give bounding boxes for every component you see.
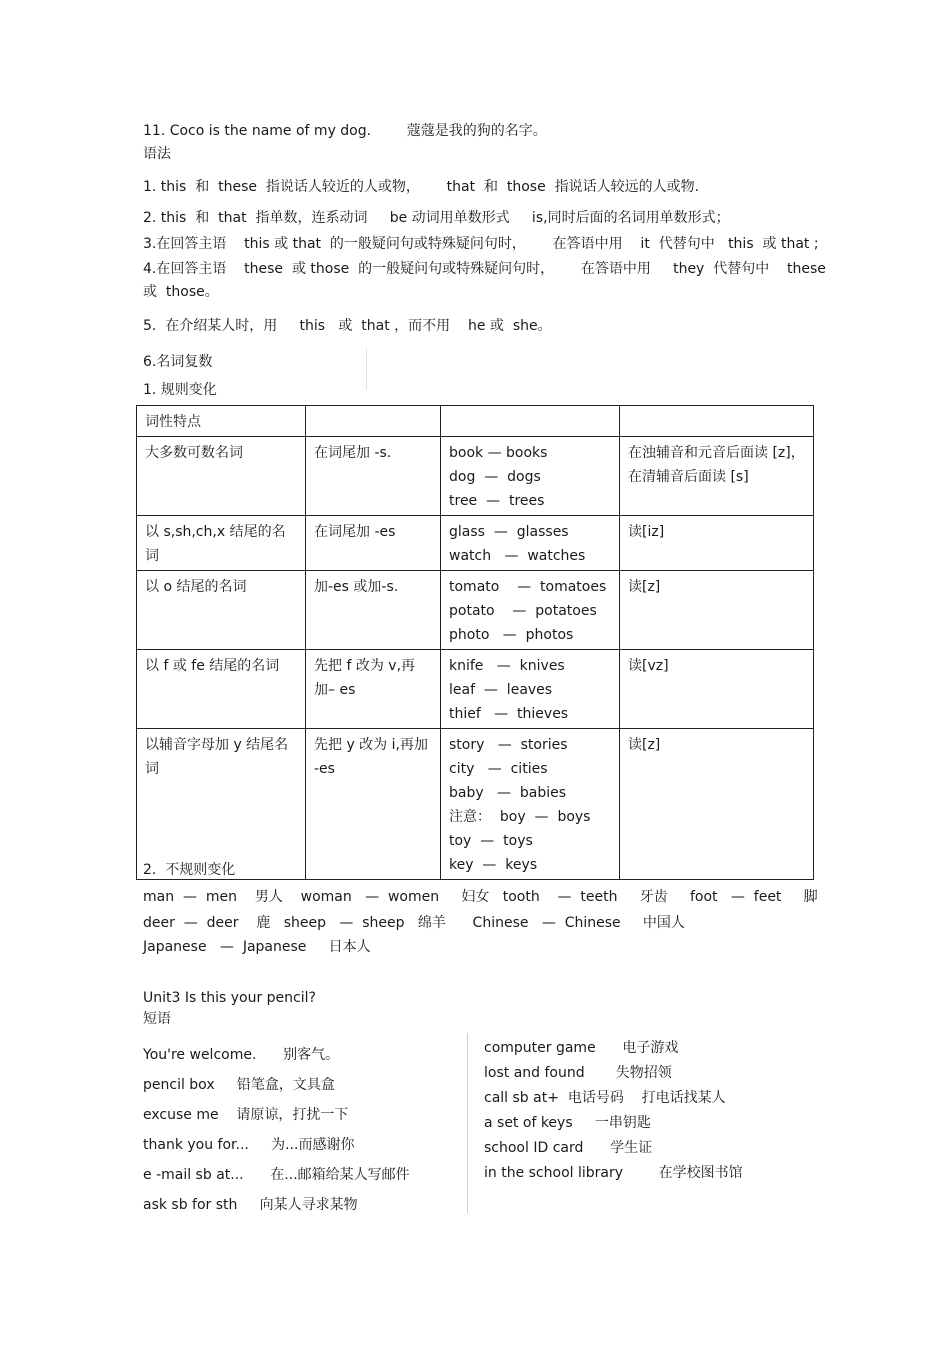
phrase-item: ask sb for sth 向某人寻求某物 <box>143 1197 358 1213</box>
rule-cell: 先把 y 改为 i,再加 -es <box>306 729 441 880</box>
example: glass — glasses <box>449 524 569 540</box>
example: story — stories <box>449 737 568 753</box>
rule-cell: 在词尾加 -s. <box>306 437 441 516</box>
section-title-plural: 6.名词复数 <box>143 354 213 370</box>
examples-cell <box>441 437 620 516</box>
table-header-cell <box>306 406 441 437</box>
unit-title: Unit3 Is this your pencil? <box>143 990 316 1006</box>
phrase-item: computer game 电子游戏 <box>484 1040 679 1056</box>
pronunciation-cell: 读[z] <box>620 729 814 880</box>
example: baby — babies <box>449 785 567 801</box>
phrase-item: lost and found 失物招领 <box>484 1065 672 1081</box>
plural-rules-table <box>136 405 814 880</box>
irregular-line-1: man — men 男人 woman — women 妇女 tooth — teeth 牙齿 foot — feet 脚 <box>143 889 818 905</box>
pronunciation-cell: 在浊辅音和元音后面读 [z]， 在清辅音后面读 [s] <box>620 437 814 516</box>
irregular-line-3: Japanese — Japanese 日本人 <box>143 939 371 955</box>
grammar-point-3: 3.在回答主语 this 或 that 的一般疑问句或特殊疑问句时， 在答语中用 it 代替句中 this 或 that ; <box>143 236 819 252</box>
example: leaf — leaves <box>449 682 553 698</box>
examples-cell <box>441 729 620 880</box>
example: knife — knives <box>449 658 565 674</box>
example: watch — watches <box>449 548 586 564</box>
rule-cell: 加-es 或加-s. <box>306 571 441 650</box>
phrase-item: pencil box 铅笔盒，文具盒 <box>143 1077 335 1093</box>
phrase-item: thank you for... 为...而感谢你 <box>143 1137 355 1153</box>
examples-cell <box>441 571 620 650</box>
section-title-phrases: 短语 <box>143 1011 171 1027</box>
phrase-item: e -mail sb at... 在...邮箱给某人写邮件 <box>143 1167 410 1183</box>
rule-cell: 先把 f 改为 v,再加– es <box>306 650 441 729</box>
feature-cell: 以 f 或 fe 结尾的名词 <box>137 650 306 729</box>
grammar-point-5: 5. 在介绍某人时，用 this 或 that ，而不用 he 或 she。 <box>143 318 552 334</box>
grammar-point-1: 1. this 和 these 指说话人较近的人或物， that 和 those 指说话人较远的人或物. <box>143 179 700 195</box>
feature-cell: 以 o 结尾的名词 <box>137 571 306 650</box>
example-sentence: 11. Coco is the name of my dog. 蔻蔻是我的狗的名字。 <box>143 123 547 139</box>
grammar-point-2: 2. this 和 that 指单数，连系动词 be 动词用单数形式 is,同时后面的名词用单数形式； <box>143 210 730 226</box>
example: photo — photos <box>449 627 574 643</box>
phrase-item: a set of keys 一串钥匙 <box>484 1115 651 1131</box>
feature-cell: 以 s,sh,ch,x 结尾的名词 <box>137 516 306 571</box>
phrase-item: You're welcome. 别客气。 <box>143 1047 340 1063</box>
pronunciation-cell: 读[vz] <box>620 650 814 729</box>
phrase-item: excuse me 请原谅，打扰一下 <box>143 1107 349 1123</box>
irregular-line-2: deer — deer 鹿 sheep — sheep 绵羊 Chinese — Chinese 中国人 <box>143 915 685 931</box>
example: potato — potatoes <box>449 603 597 619</box>
example: tomato — tomatoes <box>449 579 607 595</box>
phrase-item: in the school library 在学校图书馆 <box>484 1165 743 1181</box>
rule-cell: 在词尾加 -es <box>306 516 441 571</box>
table-header-cell <box>441 406 620 437</box>
grammar-point-4-cont: 或 those。 <box>143 284 219 300</box>
table-row <box>137 571 814 650</box>
table-header-cell <box>620 406 814 437</box>
phrases-left-column <box>143 1045 410 1225</box>
phrase-item: school ID card 学生证 <box>484 1140 653 1156</box>
feature-cell: 大多数可数名词 <box>137 437 306 516</box>
example: tree — trees <box>449 493 545 509</box>
table-header-cell: 词性特点 <box>137 406 306 437</box>
faint-divider <box>366 348 367 390</box>
section-title-grammar: 语法 <box>143 146 171 162</box>
pronunciation-cell: 读[z] <box>620 571 814 650</box>
table-row <box>137 650 814 729</box>
table-row <box>137 729 814 880</box>
example: 注意： boy — boys <box>449 809 591 825</box>
pronunciation-cell: 读[iz] <box>620 516 814 571</box>
phrases-right-column <box>484 1038 743 1188</box>
example: city — cities <box>449 761 548 777</box>
grammar-point-4: 4.在回答主语 these 或 those 的一般疑问句或特殊疑问句时， 在答语中用 they 代替句中 these <box>143 261 826 277</box>
table-row <box>137 437 814 516</box>
column-divider <box>467 1033 468 1213</box>
example: book — books <box>449 445 548 461</box>
example: dog — dogs <box>449 469 541 485</box>
subsection-regular: 1. 规则变化 <box>143 382 217 398</box>
table-row <box>137 516 814 571</box>
examples-cell <box>441 516 620 571</box>
example: thief — thieves <box>449 706 569 722</box>
subsection-irregular: 2. 不规则变化 <box>143 862 236 878</box>
example: key — keys <box>449 857 538 873</box>
example: toy — toys <box>449 833 533 849</box>
feature-cell: 以辅音字母加 y 结尾名词 <box>137 729 306 880</box>
phrase-item: call sb at+ 电话号码 打电话找某人 <box>484 1090 726 1106</box>
examples-cell <box>441 650 620 729</box>
table-header-row <box>137 406 814 437</box>
